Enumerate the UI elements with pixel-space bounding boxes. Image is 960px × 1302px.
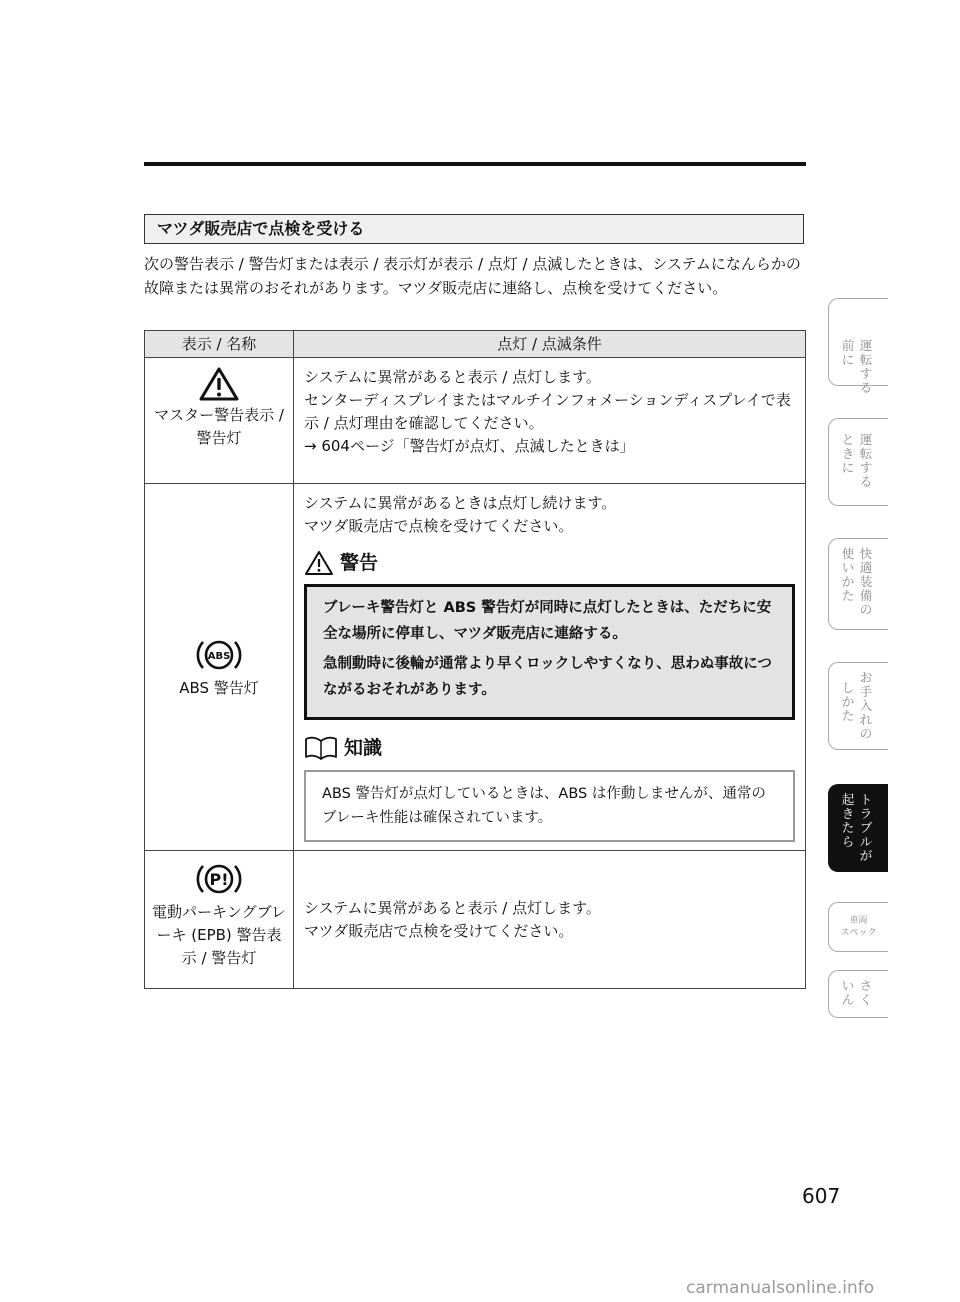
tab-text-column: 使いかた bbox=[841, 546, 855, 603]
abs-warning-icon bbox=[193, 635, 245, 675]
condition-line: システムに異常があるときは点灯し続けます。 bbox=[304, 494, 617, 512]
master-warning-triangle-icon bbox=[198, 366, 240, 402]
warning-light-table bbox=[144, 330, 806, 989]
chapter-tab-comfort-features[interactable] bbox=[828, 538, 888, 630]
tab-text-column: トラブルが bbox=[859, 792, 873, 863]
condition-line: システムに異常があると表示 / 点灯します。 bbox=[304, 368, 601, 386]
indicator-name: 電動パーキングブレーキ (EPB) 警告表示 / 警告灯 bbox=[152, 903, 286, 967]
warning-paragraph: 急制動時に後輪が通常より早くロックしやすくなり、思わぬ事故につながるおそれがあります。 bbox=[323, 656, 772, 698]
warning-triangle-icon bbox=[304, 550, 334, 576]
note-title: 知識 bbox=[344, 736, 383, 759]
tab-text-line: スペック bbox=[840, 928, 877, 938]
tab-text-column: いん bbox=[841, 978, 855, 1007]
tab-text-column: しかた bbox=[841, 680, 855, 723]
tab-text-column: ときに bbox=[841, 432, 855, 475]
table-row bbox=[145, 358, 806, 484]
condition-cell bbox=[294, 851, 806, 989]
condition-line: センターディスプレイまたはマルチインフォメーションディスプレイで表示 / 点灯理由を確認してください。 bbox=[304, 391, 791, 432]
name-cell bbox=[145, 851, 294, 989]
note-box: ABS 警告灯が点灯しているときは、ABS は作動しませんが、通常のブレーキ性能は確保されています。 bbox=[304, 770, 795, 842]
page-number: 607 bbox=[802, 1184, 841, 1208]
chapter-tab-maintenance[interactable] bbox=[828, 662, 888, 750]
tab-text-column: 運転する bbox=[859, 432, 873, 489]
tab-text-line: 車両 bbox=[849, 916, 868, 926]
warning-paragraph: ブレーキ警告灯と ABS 警告灯が同時に点灯したときは、ただちに安全な場所に停車し、マツダ販売店に連絡する。 bbox=[323, 600, 772, 642]
tab-text-column: 快適装備の bbox=[859, 546, 873, 617]
table-row bbox=[145, 484, 806, 851]
tab-text-column: お手入れの bbox=[859, 670, 873, 741]
condition-line: システムに異常があると表示 / 点灯します。 bbox=[304, 898, 601, 917]
warning-box bbox=[304, 584, 795, 720]
indicator-name: ABS 警告灯 bbox=[179, 678, 259, 697]
section-title: マツダ販売店で点検を受ける bbox=[144, 214, 804, 244]
table-row bbox=[145, 851, 806, 989]
column-header-name: 表示 / 名称 bbox=[145, 331, 294, 358]
condition-cell bbox=[294, 484, 806, 851]
indicator-name: マスター警告表示 / 警告灯 bbox=[154, 406, 284, 447]
condition-line: マツダ販売店で点検を受けてください。 bbox=[304, 517, 574, 535]
watermark: carmanualsonline.info bbox=[686, 1278, 875, 1298]
chapter-tab-specifications[interactable] bbox=[828, 902, 888, 952]
abs-icon-label: ABS bbox=[207, 650, 231, 662]
chapter-tab-before-driving[interactable] bbox=[828, 298, 888, 395]
tab-text-column: 運転する bbox=[859, 338, 873, 395]
warning-heading bbox=[304, 550, 795, 576]
name-cell bbox=[145, 484, 294, 851]
tab-text-column: 前に bbox=[841, 338, 855, 367]
condition-cell bbox=[294, 358, 806, 484]
open-book-icon bbox=[304, 736, 338, 760]
column-header-condition: 点灯 / 点滅条件 bbox=[294, 331, 806, 358]
page-reference: → 604ページ「警告灯が点灯、点滅したときは」 bbox=[304, 437, 635, 455]
warning-title: 警告 bbox=[340, 551, 379, 574]
name-cell bbox=[145, 358, 294, 484]
tab-text-column: 起きたら bbox=[841, 792, 855, 849]
tab-text-column: さく bbox=[859, 978, 873, 1007]
epb-icon-label: P! bbox=[209, 870, 229, 889]
chapter-tab-index[interactable] bbox=[828, 970, 888, 1018]
top-rule bbox=[144, 162, 806, 166]
note-heading bbox=[304, 736, 795, 760]
epb-warning-icon bbox=[193, 859, 245, 899]
table-header-row bbox=[145, 331, 806, 358]
condition-line: マツダ販売店で点検を受けてください。 bbox=[304, 921, 574, 940]
chapter-tab-troubleshooting[interactable] bbox=[828, 784, 888, 872]
intro-text: 次の警告表示 / 警告灯または表示 / 表示灯が表示 / 点灯 / 点滅したときは、システムになんらかの故障または異常のおそれがあります。マツダ販売店に連絡し、点検を受けてください。 bbox=[144, 255, 801, 297]
chapter-tab-while-driving[interactable] bbox=[828, 418, 888, 506]
